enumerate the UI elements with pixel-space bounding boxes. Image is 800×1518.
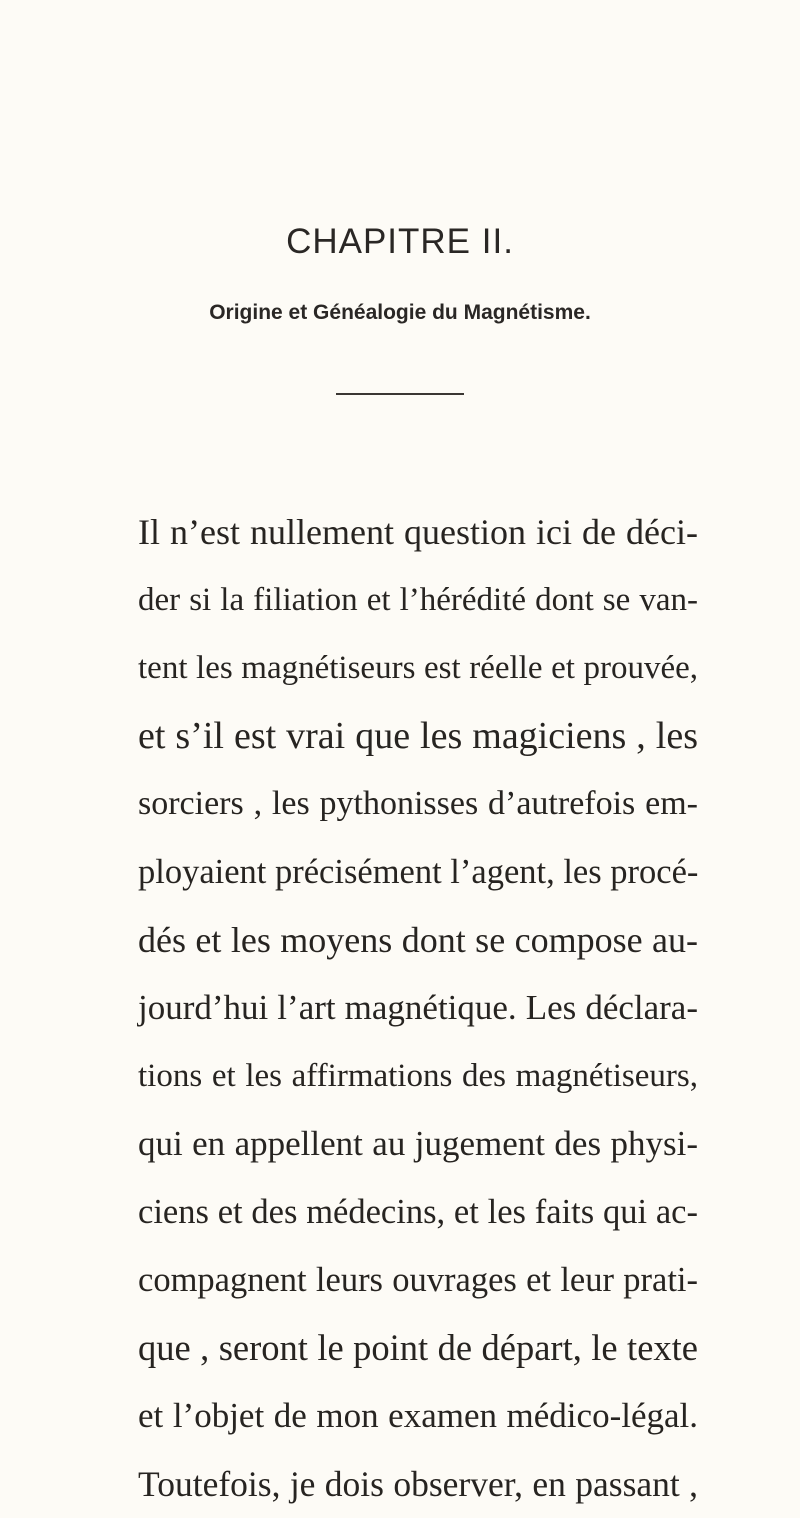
text-line: Il n’est nullement question ici de déci- [138, 512, 698, 552]
text-line: jourd’hui l’art magnétique. Les déclara- [138, 988, 698, 1027]
text-line: ployaient précisément l’agent, les procé- [138, 853, 699, 891]
text-line: compagnent leurs ouvrages et leur prati- [138, 1261, 698, 1299]
text-line: et s’il est vrai que les magiciens , les [138, 715, 698, 757]
text-line: tent les magnétiseurs est réelle et prouvée, [138, 650, 698, 686]
text-line: et l’objet de mon examen médico-légal. [138, 1396, 698, 1435]
body-paragraph [138, 498, 698, 1518]
text-line: qui en appellent au jugement des physi- [138, 1124, 698, 1163]
text-line: Toutefois, je dois observer, en passant , [138, 1464, 698, 1504]
text-line: tions et les affirmations des magnétiseurs, [138, 1058, 698, 1094]
chapter-subtitle: Origine et Généalogie du Magnétisme. [209, 301, 591, 324]
text-line: der si la filiation et l’hérédité dont se van- [138, 582, 698, 618]
text-line: que , seront le point de départ, le texte [138, 1327, 698, 1368]
chapter-title: CHAPITRE II. [286, 222, 514, 261]
text-line: sorciers , les pythonisses d’autrefois em- [138, 785, 698, 822]
text-line: dés et les moyens dont se compose au- [138, 920, 698, 960]
title-divider [336, 393, 464, 395]
text-line: ciens et des médecins, et les faits qui ac- [138, 1193, 698, 1231]
